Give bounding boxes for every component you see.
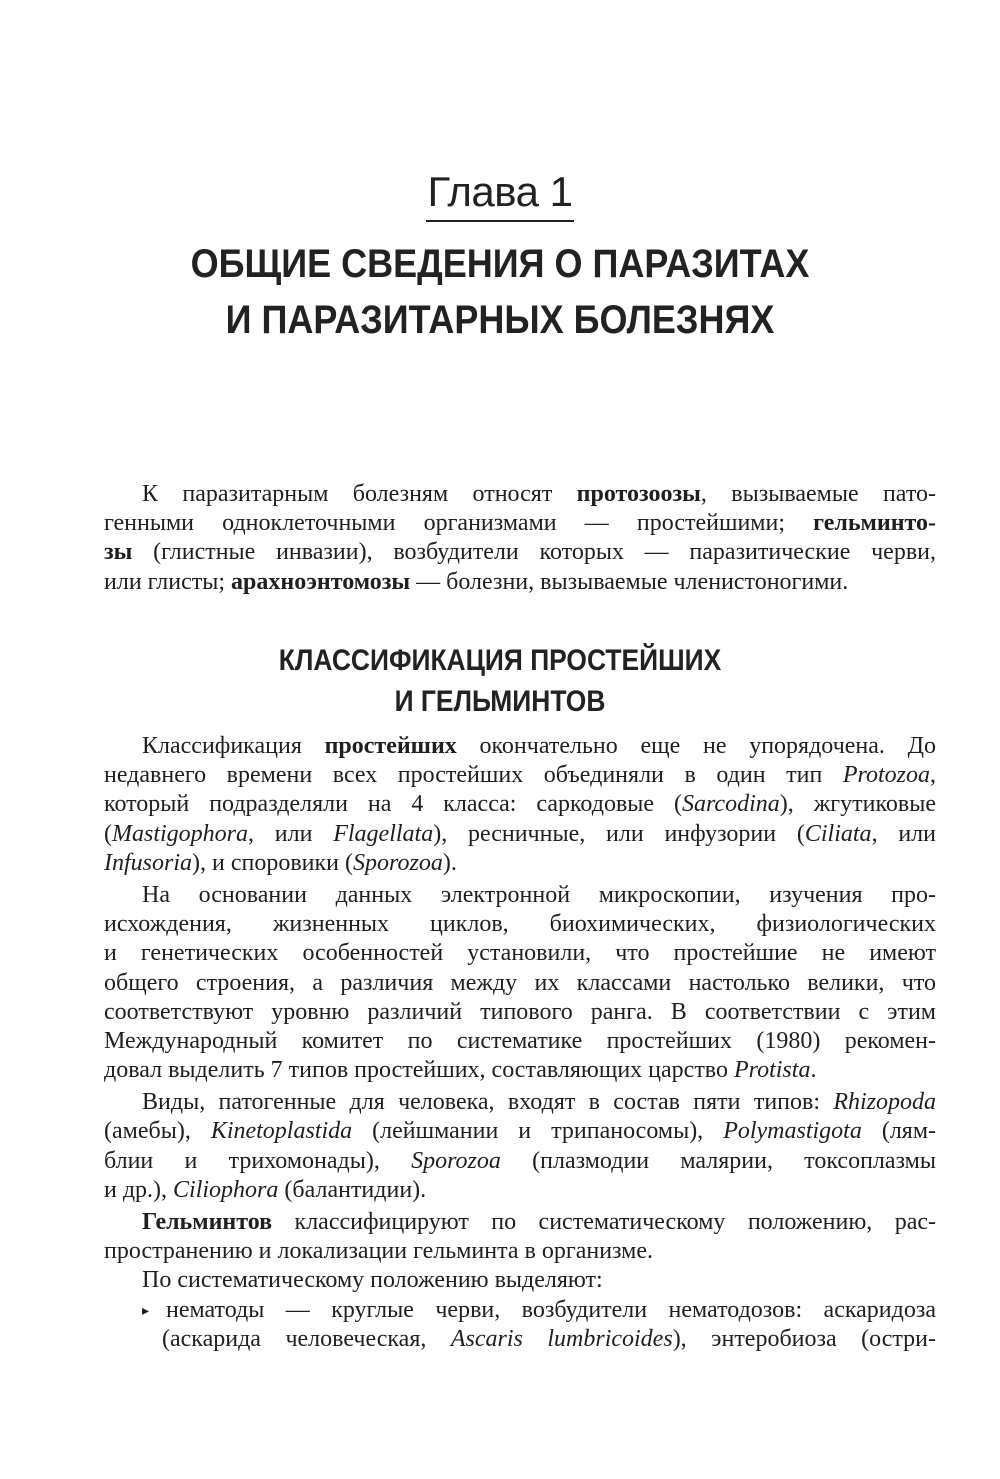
text-line: К паразитарным болезням относят протозоозы, вызываемые пато- <box>142 481 936 507</box>
text-line: общего строения, а различия между их классами настолько велики, что <box>104 969 936 996</box>
triangle-bullet-icon: ▸ <box>142 1303 150 1319</box>
chapter-title <box>50 236 950 348</box>
text-line: пространению и локализации гельминта в организме. <box>104 1238 654 1265</box>
text-line: Гельминтов классифицируют по систематическому положению, рас- <box>142 1209 936 1235</box>
body-text <box>104 732 936 1354</box>
chapter-label <box>0 168 1000 222</box>
text-line: Infusoria), и споровики (Sporozoa). <box>104 849 457 876</box>
section-title-line: И ГЕЛЬМИНТОВ <box>394 685 606 718</box>
text-line: Международный комитет по систематике простейших (1980) рекомен- <box>104 1027 936 1054</box>
intro-paragraph <box>104 480 936 597</box>
text-line: генными одноклеточными организмами — простейшими; гельминто- <box>104 510 936 537</box>
chapter-number: Глава 1 <box>426 168 575 222</box>
text-line: (Mastigophora, или Flagellata), ресничные, или инфузории (Ciliata, или <box>104 820 936 847</box>
section-title-line: КЛАССИФИКАЦИЯ ПРОСТЕЙШИХ <box>278 644 722 677</box>
text-line: На основании данных электронной микроскопии, изучения про- <box>142 881 936 908</box>
text-line: недавнего времени всех простейших объединяли в один тип Protozoa, <box>104 762 936 789</box>
text-line: (аскарида человеческая, Ascaris lumbricoides), энтеробиоза (остри- <box>162 1325 937 1352</box>
text-line: зы (глистные инвазии), возбудители которых — паразитические черви, <box>104 539 936 566</box>
text-line: и др.), Ciliophora (балантидии). <box>104 1176 427 1203</box>
text-line: (амебы), Kinetoplastida (лейшмании и трипаносомы), Polymastigota (лям- <box>104 1118 937 1145</box>
text-line: и генетических особенностей установили, что простейшие не имеют <box>104 940 936 967</box>
text-line: блии и трихомонады), Sporozoa (плазмодии малярии, токсоплазмы <box>104 1147 936 1174</box>
text-line: или глисты; арахноэнтомозы — болезни, вызываемые членистоногими. <box>104 568 849 595</box>
text-line: Виды, патогенные для человека, входят в состав пяти типов: Rhizopoda <box>142 1089 936 1116</box>
text-line: который подразделяли на 4 класса: саркодовые (Sarcodina), жгутиковые <box>104 791 936 818</box>
text-line: соответствуют уровню различий типового ранга. В соответствии с этим <box>104 998 936 1025</box>
term-arachnoentomoses: арахноэнтомозы <box>231 568 411 595</box>
term-protozooses: протозоозы <box>576 481 701 507</box>
chapter-title-line: ОБЩИЕ СВЕДЕНИЯ О ПАРАЗИТАХ <box>190 242 810 286</box>
section-title <box>60 640 940 722</box>
term-helminthoses: гельминто- <box>813 510 936 537</box>
text-line: По систематическому положению выделяют: <box>142 1267 603 1294</box>
text-line: Классификация простейших окончательно еще не упорядочена. До <box>142 733 936 759</box>
list-item: ▸ нематоды — круглые черви, возбудители нематодозов: аскаридоза <box>104 1296 936 1325</box>
chapter-title-line: И ПАРАЗИТАРНЫХ БОЛЕЗНЯХ <box>225 298 775 342</box>
text-line: исхождения, жизненных циклов, биохимических, физиологических <box>104 911 936 938</box>
text-line: довал выделить 7 типов простейших, составляющих царство Protista. <box>104 1057 817 1084</box>
